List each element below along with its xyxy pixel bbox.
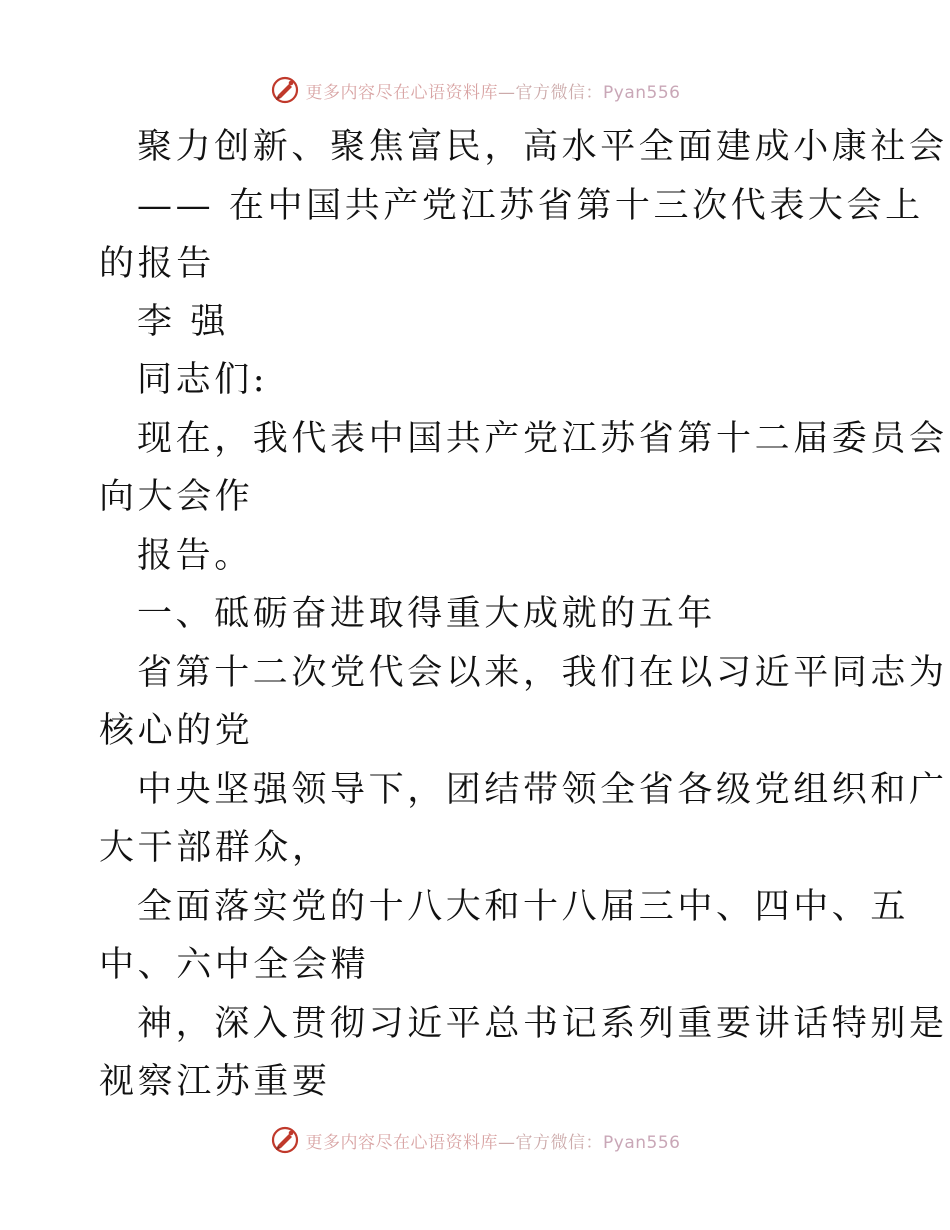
document-subtitle-line-2: 的报告 xyxy=(99,244,215,284)
paragraph-line: 核心的党 xyxy=(99,711,254,751)
paragraph-line: 神，深入贯彻习近平总书记系列重要讲话特别是 xyxy=(137,1004,948,1044)
paragraph-line: 报告。 xyxy=(137,536,253,576)
pen-logo-icon xyxy=(270,75,300,105)
paragraph-line: 大干部群众， xyxy=(99,828,331,868)
document-title: 聚力创新、聚焦富民，高水平全面建成小康社会 xyxy=(137,127,948,167)
section-heading: 一、砥砺奋进取得重大成就的五年 xyxy=(137,594,717,634)
paragraph-line: 视察江苏重要 xyxy=(99,1062,331,1102)
footer-banner xyxy=(0,1120,950,1160)
paragraph-line: 向大会作 xyxy=(99,477,254,517)
footer-banner-text xyxy=(306,1128,681,1153)
footer-banner-wechat-id: Pyan556 xyxy=(603,1132,681,1153)
document-salutation: 同志们: xyxy=(137,360,269,400)
paragraph-line: 中央坚强领导下，团结带领全省各级党组织和广 xyxy=(137,770,948,810)
header-banner-wechat-id: Pyan556 xyxy=(603,82,681,103)
paragraph-line: 现在，我代表中国共产党江苏省第十二届委员会 xyxy=(137,419,948,459)
header-banner-title: 更多内容尽在心语资料库 xyxy=(305,82,499,103)
document-subtitle-line-1: —— 在中国共产党江苏省第十三次代表大会上 xyxy=(137,186,924,226)
header-banner xyxy=(0,70,950,110)
paragraph-line: 省第十二次党代会以来，我们在以习近平同志为 xyxy=(137,653,948,693)
footer-banner-sep: —官方微信： xyxy=(498,1132,604,1153)
pen-logo-icon xyxy=(270,1125,300,1155)
paragraph-line: 中、六中全会精 xyxy=(99,945,370,985)
document-author: 李 强 xyxy=(137,302,229,342)
header-banner-text xyxy=(306,78,681,103)
header-banner-sep: —官方微信： xyxy=(498,82,604,103)
paragraph-line: 全面落实党的十八大和十八届三中、四中、五 xyxy=(137,887,910,927)
footer-banner-title: 更多内容尽在心语资料库 xyxy=(305,1132,499,1153)
